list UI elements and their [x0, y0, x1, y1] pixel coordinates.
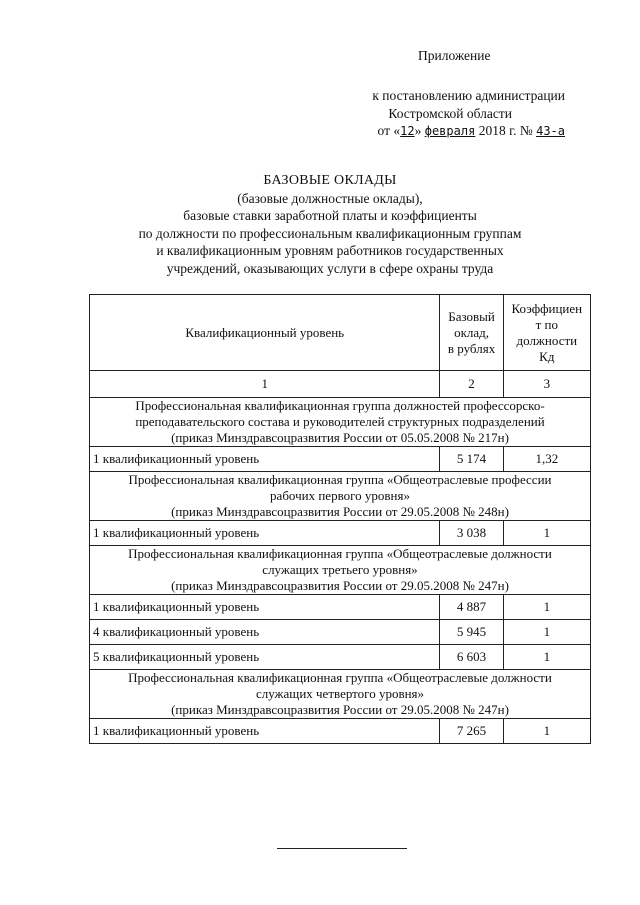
heading-line: базовые ставки заработной платы и коэффициенты	[183, 208, 477, 223]
level-cell: 5 квалификационный уровень	[90, 645, 440, 670]
group-title-line: преподавательского состава и руководителей структурных подразделений	[135, 414, 545, 429]
salary-cell: 7 265	[440, 719, 503, 744]
appendix-region-line: Костромской области	[388, 106, 512, 121]
closing-rule	[277, 848, 407, 849]
header-salary-line: оклад,	[454, 324, 490, 340]
salary-table	[89, 294, 591, 744]
table-row	[90, 447, 591, 472]
date-mid: »	[414, 123, 425, 138]
header-coef	[503, 295, 590, 371]
table-header-row	[90, 295, 591, 371]
group-title-line: (приказ Минздравсоцразвития России от 29.05.2008 № 247н)	[171, 702, 509, 717]
coef-cell: 1	[503, 719, 590, 744]
group-row	[90, 472, 591, 521]
date-year: 2018 г. №	[475, 123, 537, 138]
heading-line: и квалификационным уровням работников государственных	[156, 243, 504, 258]
level-cell: 1 квалификационный уровень	[90, 447, 440, 472]
group-row	[90, 670, 591, 719]
heading-line: (базовые должностные оклады),	[237, 190, 423, 206]
table-row	[90, 620, 591, 645]
document-heading	[80, 172, 580, 277]
group-title-line: служащих третьего уровня»	[262, 562, 418, 577]
header-salary	[440, 295, 503, 371]
header-coef-line: должности	[516, 332, 578, 348]
group-row	[90, 398, 591, 447]
table-row	[90, 719, 591, 744]
salary-cell: 6 603	[440, 645, 503, 670]
group-title-line: Профессиональная квалификационная группа должностей профессорско-	[135, 398, 545, 413]
header-level: Квалификационный уровень	[90, 295, 440, 371]
header-coef-line: т по	[535, 316, 558, 332]
salary-cell: 3 038	[440, 521, 503, 546]
group-title-line: (приказ Минздравсоцразвития России от 29.05.2008 № 247н)	[171, 578, 509, 593]
date-day: 12	[400, 124, 415, 138]
group-title	[90, 546, 591, 595]
group-title-line: Профессиональная квалификационная группа «Общеотраслевые профессии	[128, 472, 552, 487]
group-title-line: рабочих первого уровня»	[270, 488, 410, 503]
group-title-line: служащих четвертого уровня»	[255, 686, 425, 701]
salary-cell: 5 174	[440, 447, 503, 472]
heading-title: БАЗОВЫЕ ОКЛАДЫ	[263, 173, 397, 188]
level-cell: 4 квалификационный уровень	[90, 620, 440, 645]
header-salary-line: в рублях	[447, 340, 496, 356]
group-title-line: Профессиональная квалификационная группа «Общеотраслевые должности	[128, 670, 552, 685]
salary-cell: 4 887	[440, 595, 503, 620]
level-cell: 1 квалификационный уровень	[90, 595, 440, 620]
group-row	[90, 546, 591, 595]
group-title	[90, 472, 591, 521]
coef-cell: 1	[503, 595, 590, 620]
document-number: 43-а	[536, 124, 565, 138]
appendix-title: Приложение	[418, 48, 491, 63]
table-row	[90, 521, 591, 546]
table-row	[90, 595, 591, 620]
date-prefix: от «	[377, 123, 401, 138]
level-cell: 1 квалификационный уровень	[90, 719, 440, 744]
table-row	[90, 645, 591, 670]
heading-line: по должности по профессиональным квалификационным группам	[138, 225, 522, 241]
column-number: 1	[90, 371, 440, 398]
column-numbers-row	[90, 371, 591, 398]
heading-line: учреждений, оказывающих услуги в сфере охраны труда	[166, 260, 494, 276]
appendix-resolution-line: к постановлению администрации	[372, 88, 565, 103]
header-salary-line: Базовый	[448, 308, 495, 324]
coef-cell: 1	[503, 645, 590, 670]
group-title-line: (приказ Минздравсоцразвития России от 29.05.2008 № 248н)	[171, 504, 509, 519]
header-coef-line: Коэффициен	[511, 300, 583, 316]
group-title	[90, 398, 591, 447]
coef-cell: 1	[503, 521, 590, 546]
group-title-line: (приказ Минздравсоцразвития России от 05.05.2008 № 217н)	[171, 430, 509, 445]
column-number: 2	[440, 371, 503, 398]
level-cell: 1 квалификационный уровень	[90, 521, 440, 546]
column-number: 3	[503, 371, 590, 398]
date-month: февраля	[424, 124, 476, 138]
appendix-date-line	[0, 123, 565, 139]
salary-cell: 5 945	[440, 620, 503, 645]
group-title-line: Профессиональная квалификационная группа «Общеотраслевые должности	[128, 546, 552, 561]
header-coef-line: Кд	[539, 348, 555, 364]
coef-cell: 1	[503, 620, 590, 645]
coef-cell: 1,32	[503, 447, 590, 472]
group-title	[90, 670, 591, 719]
